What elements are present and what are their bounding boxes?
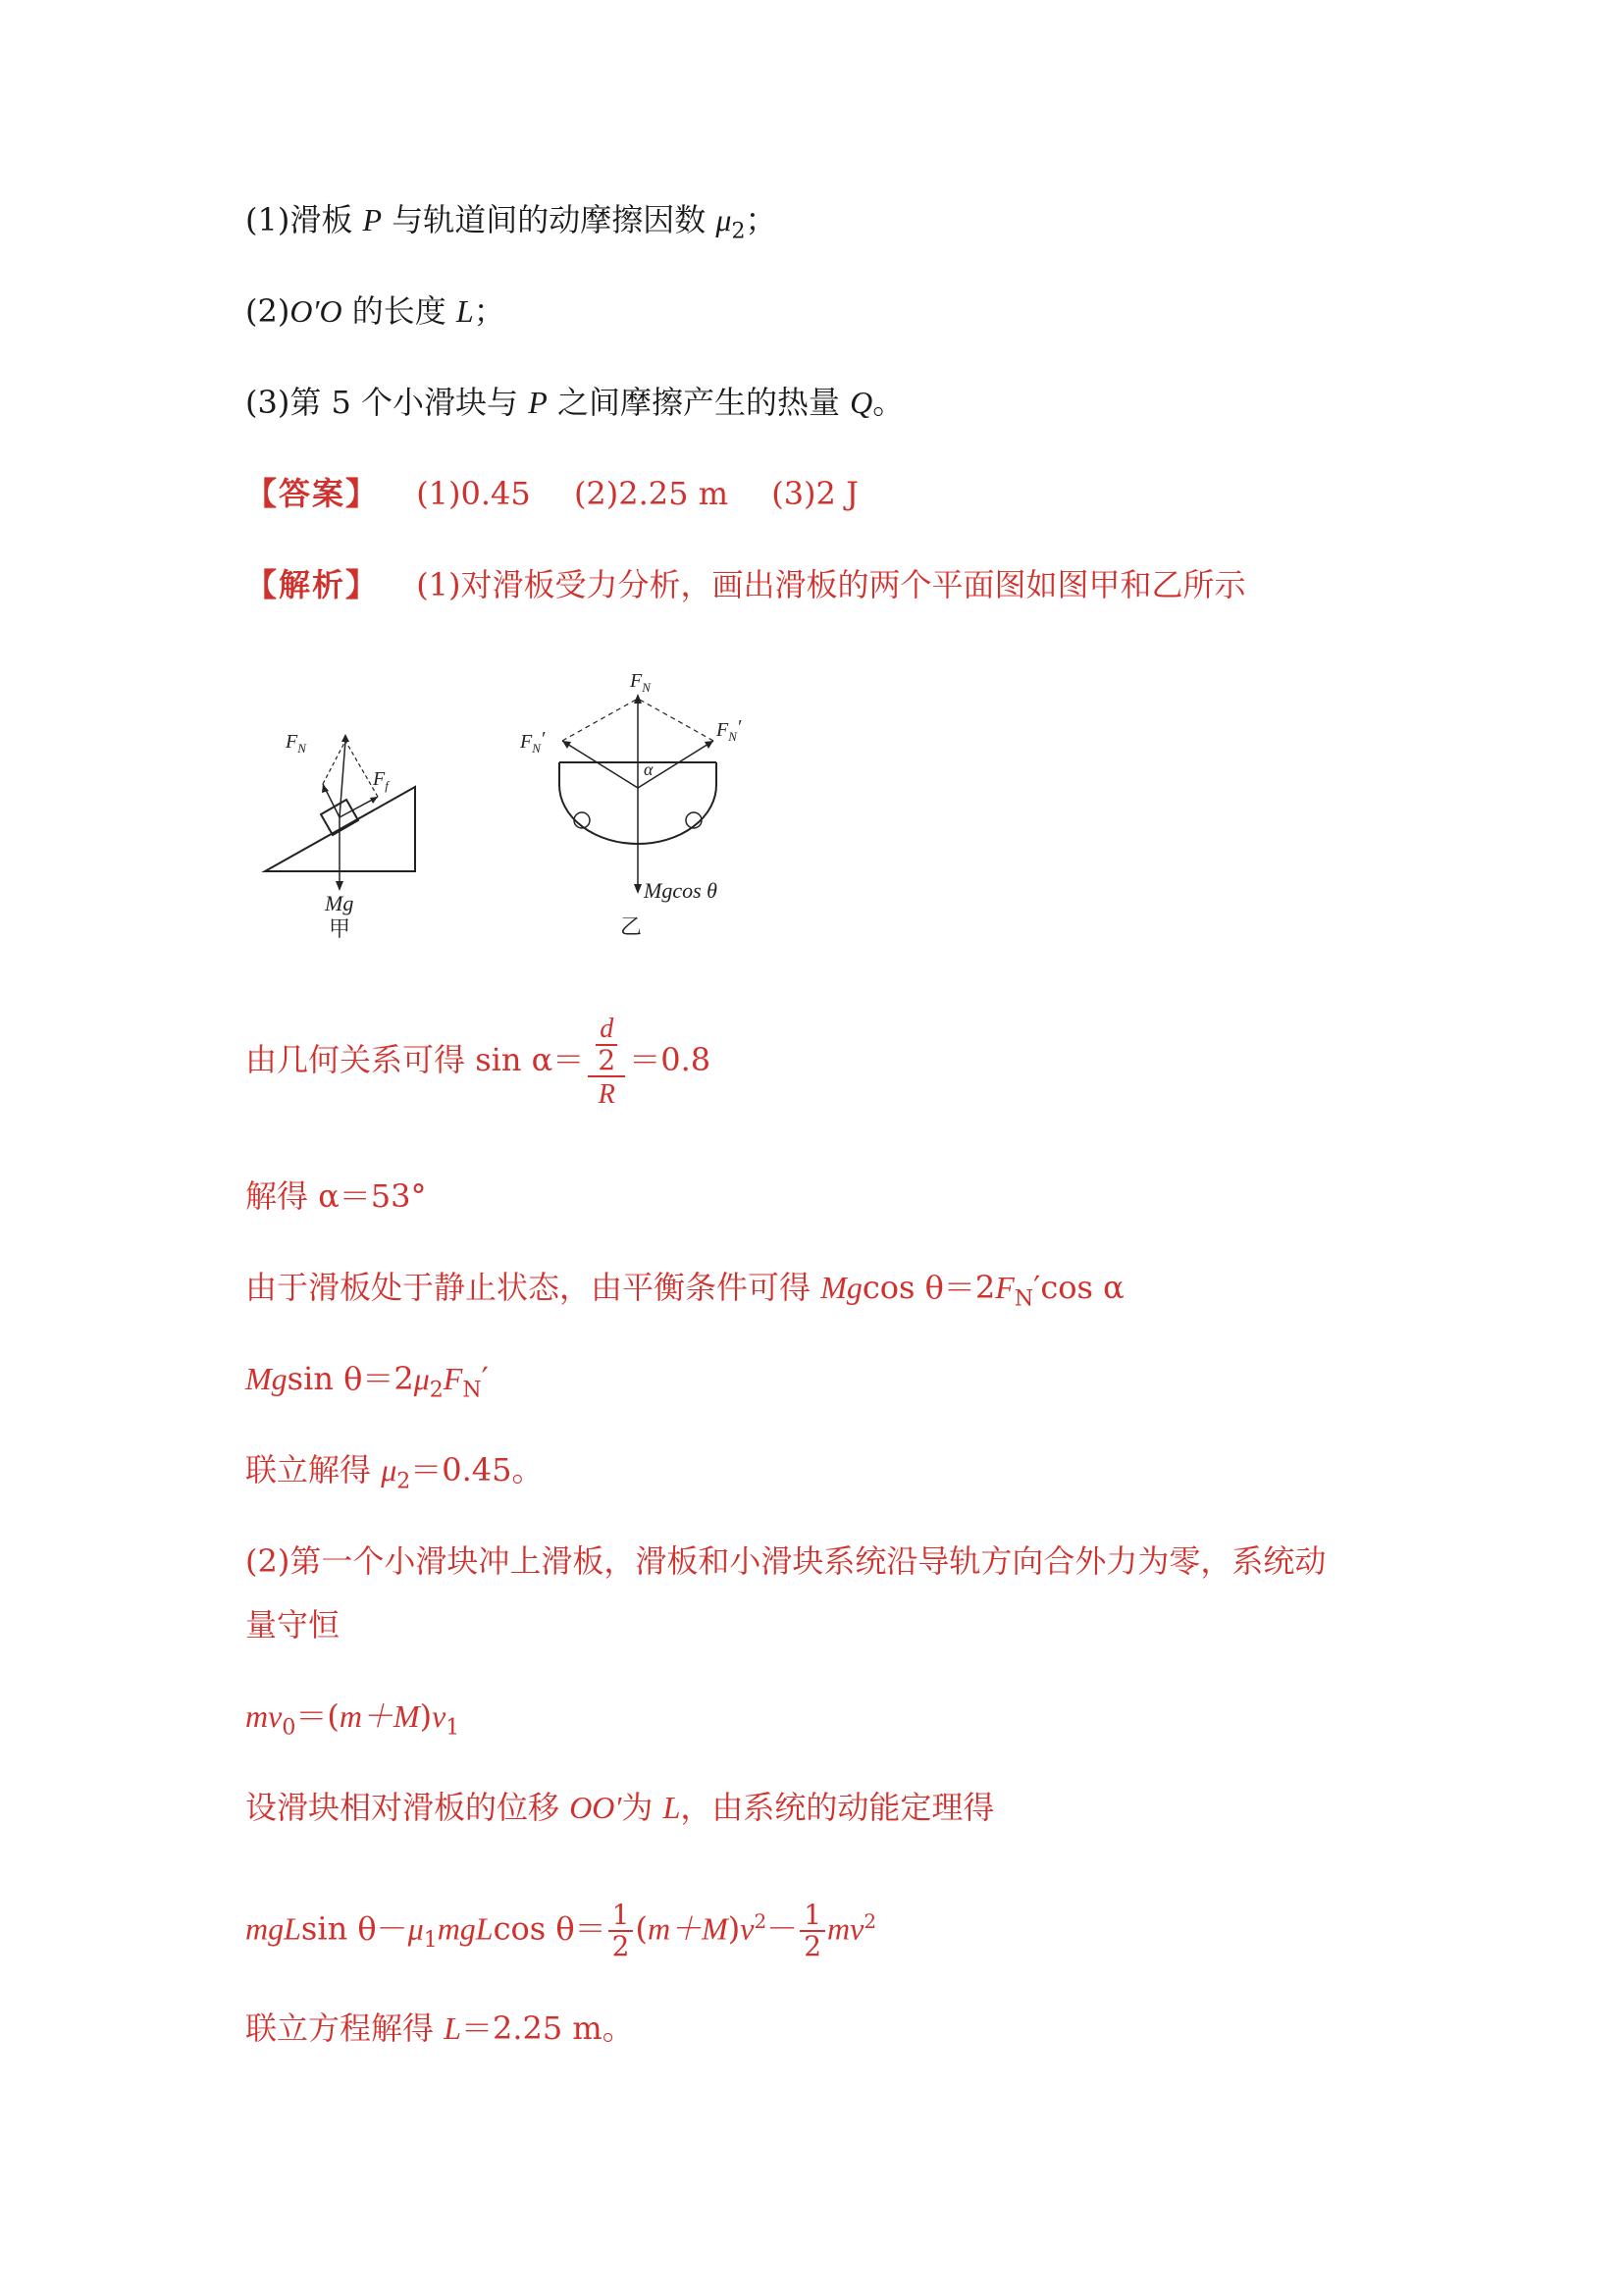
answer-line — [245, 474, 859, 513]
q1-prefix: (1)滑板 — [245, 201, 363, 238]
s9-fraction-1 — [608, 1901, 634, 1961]
yi-alpha-label: α — [644, 759, 654, 779]
s7-mM: m＋M — [339, 1698, 420, 1734]
s5-musub: 2 — [396, 1469, 411, 1494]
step-7 — [245, 1696, 459, 1748]
s1-r: R — [598, 1078, 615, 1110]
s1-val: ＝0.8 — [629, 1041, 711, 1078]
s9-e: ( — [635, 1909, 648, 1948]
step-2 — [245, 1176, 427, 1216]
s1-sin: sin α＝ — [475, 1041, 585, 1078]
yi-fn-right-sub: N — [728, 729, 737, 744]
s5-val: ＝0.45。 — [410, 1451, 544, 1488]
s9-f: ) — [727, 1909, 741, 1948]
s2-val: α＝53° — [318, 1177, 427, 1215]
s4-lhs: Mg — [245, 1361, 288, 1396]
q1-sym: μ — [715, 202, 732, 237]
s8-text1: 设滑块相对滑板的位移 — [245, 1789, 570, 1826]
s10-l: L — [444, 2010, 461, 2046]
yi-fn-top-label: F — [630, 670, 643, 692]
yi-caption: 乙 — [620, 914, 643, 939]
q2-end: ； — [473, 292, 505, 330]
step-3 — [245, 1268, 1125, 1319]
jia-fn-sub: N — [297, 741, 306, 756]
s4-musub: 2 — [429, 1378, 444, 1403]
s9-v1sup: 2 — [754, 1909, 767, 1933]
s9-minus: － — [766, 1909, 799, 1948]
yi-fn-left-prime: ′ — [540, 728, 546, 750]
s3-f: F — [995, 1270, 1015, 1305]
s8-text2: 为 — [621, 1789, 663, 1826]
jia-caption: 甲 — [329, 916, 351, 941]
jia-fn-label: F — [286, 731, 298, 753]
q1-mid: 与轨道间的动摩擦因数 — [382, 201, 716, 238]
yi-fn-top-sub: N — [642, 680, 651, 695]
s9-mv: mv — [827, 1910, 864, 1947]
q3-sym: Q — [850, 385, 873, 420]
s4-f: F — [443, 1361, 463, 1396]
question-2 — [245, 291, 505, 331]
s4-fsub: N — [462, 1378, 482, 1403]
step-5 — [245, 1450, 544, 1501]
svg-text:FN′ — [715, 716, 742, 744]
analysis-intro-text: (1)对滑板受力分析，画出滑板的两个平面图如图甲和乙所示 — [416, 566, 1246, 603]
answer-1: (1)0.45 — [416, 475, 531, 512]
q3-end: 。 — [872, 384, 905, 421]
answer-2: (2)2.25 m — [573, 475, 729, 512]
s2-text: 解得 — [245, 1177, 319, 1215]
yi-fn-right-prime: ′ — [736, 716, 742, 738]
svg-text:FN — [629, 670, 652, 695]
svg-text:FN′ — [519, 728, 546, 756]
s5-mu: μ — [381, 1452, 397, 1487]
s9-v1: v — [740, 1910, 755, 1947]
svg-text:FN — [285, 731, 307, 756]
dashed-construction — [323, 741, 378, 797]
q3-var: P — [528, 385, 548, 420]
yi-weight-label: Mgcos θ — [644, 878, 717, 903]
svg-text:Ff — [372, 768, 391, 793]
step-1 — [245, 996, 710, 1123]
s3-fsub: N — [1014, 1286, 1034, 1312]
s9-d: cos θ＝ — [493, 1909, 606, 1948]
s9-musub: 1 — [423, 1928, 438, 1954]
q2-var: O′O — [289, 293, 342, 329]
s1-fraction — [588, 1014, 625, 1112]
figure-jia — [250, 706, 446, 952]
step-8 — [245, 1788, 994, 1827]
s7-eq: ＝( — [295, 1697, 340, 1735]
q2-mid: 的长度 — [341, 292, 456, 330]
step-10 — [245, 2009, 634, 2048]
step-6-line-2 — [245, 1605, 340, 1644]
answer-tag: 【答案】 — [245, 475, 380, 512]
s3-rest: ′cos α — [1033, 1269, 1125, 1306]
s1-inner-fraction — [596, 1014, 617, 1075]
q2-sym: L — [455, 293, 474, 329]
s8-text3: ，由系统的动能定理得 — [680, 1789, 995, 1826]
q1-end: ； — [745, 201, 777, 238]
s1-text: 由几何关系可得 — [245, 1041, 476, 1078]
analysis-intro — [245, 565, 1246, 604]
s9-mM: m＋M — [647, 1910, 728, 1947]
q1-sub: 2 — [731, 219, 746, 244]
s9-b: sin θ－ — [300, 1909, 408, 1948]
s10-val: ＝2.25 m。 — [460, 2009, 634, 2047]
s3-text: 由于滑板处于静止状态，由平衡条件可得 — [245, 1269, 821, 1306]
answer-3: (3)2 J — [771, 475, 859, 512]
step-4 — [245, 1359, 489, 1410]
step-9 — [245, 1882, 876, 1980]
analysis-tag: 【解析】 — [245, 566, 380, 603]
s7-m: mv — [245, 1698, 283, 1734]
jia-mg-label: Mg — [325, 891, 354, 915]
q3-prefix: (3)第 5 个小滑块与 — [245, 384, 529, 421]
s7-sub1: 1 — [445, 1715, 460, 1741]
s8-oo: OO′ — [569, 1790, 622, 1825]
s7-v: v — [432, 1698, 446, 1734]
step-6-line-1 — [245, 1541, 1326, 1581]
s8-l: L — [662, 1790, 681, 1825]
s1-two: 2 — [598, 1043, 616, 1076]
s3-cos: cos θ＝2 — [862, 1269, 996, 1306]
q1-var: P — [362, 202, 383, 237]
yi-fn-left-label: F — [520, 731, 533, 753]
jia-ff-label: F — [373, 768, 386, 790]
s7-sub0: 0 — [282, 1715, 296, 1741]
s4-mu: μ — [413, 1361, 430, 1396]
s6-line2: 量守恒 — [245, 1606, 340, 1644]
s10-text: 联立方程解得 — [245, 2009, 445, 2047]
question-1 — [245, 200, 777, 251]
s4-sin: sin θ＝2 — [287, 1360, 414, 1397]
figure-yi — [500, 652, 765, 952]
s9-one: 1 — [608, 1901, 634, 1932]
s9-a: mgL — [245, 1910, 301, 1947]
s6-line1: (2)第一个小滑块冲上滑板，滑板和小滑块系统沿导轨方向合外力为零，系统动 — [245, 1542, 1327, 1580]
s7-close: ) — [419, 1697, 433, 1735]
s9-one2: 1 — [800, 1901, 825, 1932]
s4-prime: ′ — [481, 1360, 489, 1397]
q2-prefix: (2) — [245, 292, 290, 330]
question-3 — [245, 383, 904, 422]
s9-mu: μ — [407, 1910, 424, 1947]
yi-fn-right-label: F — [716, 719, 729, 741]
center-axis — [634, 694, 642, 894]
yi-fn-left-sub: N — [532, 741, 541, 756]
s9-c: mgL — [437, 1910, 494, 1947]
s3-lhs: Mg — [820, 1270, 863, 1305]
s9-two: 2 — [611, 1930, 630, 1963]
s5-text: 联立解得 — [245, 1451, 382, 1488]
s9-two2: 2 — [804, 1930, 822, 1963]
q3-mid: 之间摩擦产生的热量 — [547, 384, 851, 421]
s9-fraction-2 — [800, 1901, 825, 1961]
jia-ff-sub: f — [385, 778, 389, 793]
s1-d: d — [600, 1013, 614, 1044]
s9-mvsup: 2 — [864, 1909, 877, 1933]
